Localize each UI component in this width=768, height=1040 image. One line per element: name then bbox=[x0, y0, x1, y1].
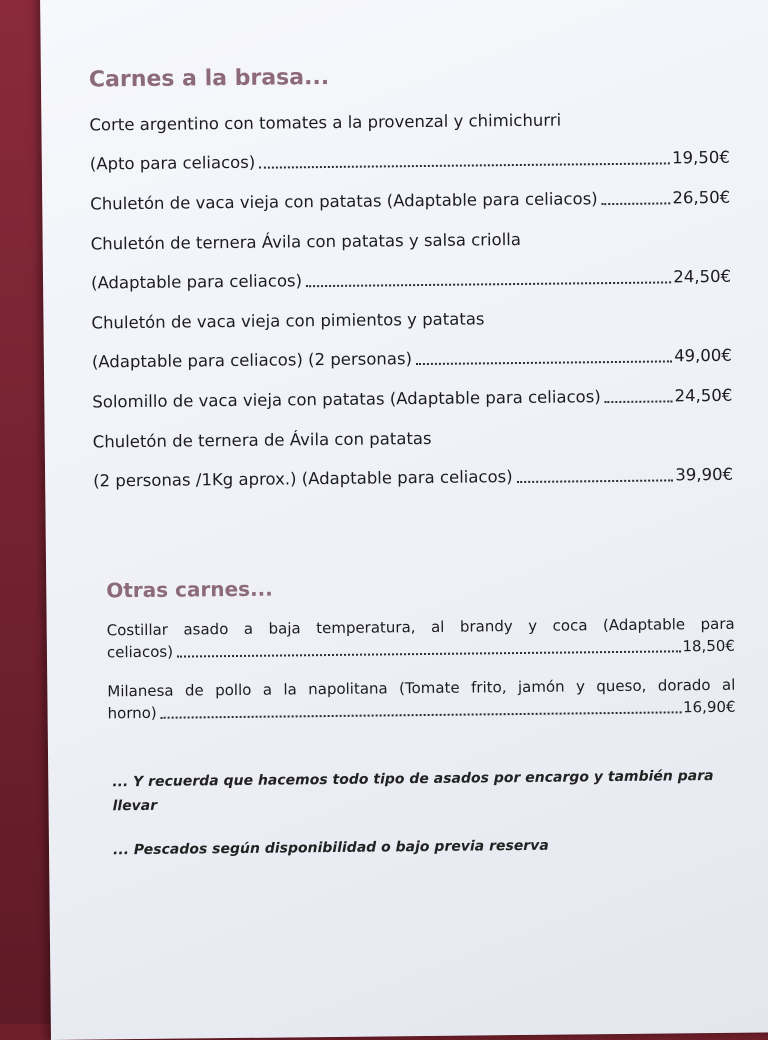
menu-item bbox=[89, 108, 730, 176]
item-line bbox=[93, 425, 733, 454]
leader-dots bbox=[306, 281, 671, 287]
item-price: 49,00€ bbox=[674, 345, 732, 366]
item-note: (2 personas /1Kg aprox.) (Adaptable para celiacos) bbox=[93, 467, 513, 491]
item-line bbox=[91, 227, 731, 256]
item-line bbox=[91, 306, 731, 335]
section-otras-carnes bbox=[94, 572, 735, 725]
menu-notes bbox=[112, 764, 737, 863]
menu-item bbox=[91, 306, 732, 374]
item-line bbox=[92, 345, 732, 374]
item-line bbox=[90, 187, 730, 216]
item-name: Chuletón de ternera de Ávila con patatas bbox=[92, 428, 432, 452]
section-title-otras-carnes: Otras carnes... bbox=[106, 576, 273, 603]
leader-dots bbox=[161, 711, 681, 718]
item-line bbox=[93, 464, 733, 493]
leader-dots bbox=[517, 479, 674, 483]
item-name: Chuletón de ternera Ávila con patatas y salsa criolla bbox=[90, 229, 522, 254]
item-price: 18,50€ bbox=[682, 636, 735, 656]
item-note: (Adaptable para celiacos) (2 personas) bbox=[91, 349, 413, 372]
menu-item bbox=[107, 614, 735, 664]
item-price: 26,50€ bbox=[672, 187, 731, 208]
item-line bbox=[91, 266, 731, 295]
item-note: (Adaptable para celiacos) bbox=[90, 271, 303, 293]
note-asados: ... Y recuerda que hacemos todo tipo de asados por encargo y también para llevar bbox=[112, 767, 714, 815]
menu-item bbox=[93, 425, 734, 493]
leader-dots bbox=[605, 400, 673, 403]
item-name: Corte argentino con tomates a la provenzal y chimichurri bbox=[89, 110, 562, 135]
menu-item bbox=[107, 675, 735, 725]
menu-paper bbox=[40, 0, 768, 1040]
menu-content bbox=[89, 61, 737, 883]
section-title-carnes-brasa: Carnes a la brasa... bbox=[88, 64, 330, 93]
item-price: 19,50€ bbox=[671, 147, 730, 168]
item-name-cont: celiacos) bbox=[106, 642, 174, 662]
item-name: Solomillo de vaca vieja con patatas (Adaptable para celiacos) bbox=[92, 387, 601, 412]
item-price: 24,50€ bbox=[674, 385, 733, 406]
item-line bbox=[89, 108, 729, 137]
leader-dots bbox=[177, 650, 680, 657]
leader-dots bbox=[416, 360, 672, 365]
item-name-cont: horno) bbox=[107, 703, 157, 723]
leader-dots bbox=[602, 202, 671, 205]
item-name: Costillar asado a baja temperatura, al brandy y coca (Adaptable para bbox=[106, 614, 735, 640]
item-note: (Apto para celiacos) bbox=[89, 152, 256, 174]
menu-item bbox=[90, 187, 730, 216]
item-price: 16,90€ bbox=[682, 697, 736, 717]
item-price: 39,90€ bbox=[675, 464, 734, 485]
item-name: Milanesa de pollo a la napolitana (Tomate frito, jamón y queso, dorado al bbox=[107, 675, 736, 701]
menu-item bbox=[91, 227, 732, 295]
item-name: Chuletón de vaca vieja con pimientos y patatas bbox=[91, 309, 485, 333]
note-pescados: ... Pescados según disponibilidad o bajo previa reserva bbox=[112, 837, 549, 859]
item-line bbox=[90, 147, 730, 176]
item-price: 24,50€ bbox=[673, 266, 732, 287]
menu-item bbox=[92, 385, 732, 414]
leader-dots bbox=[259, 162, 670, 168]
item-line bbox=[92, 385, 732, 414]
item-name: Chuletón de vaca vieja con patatas (Adaptable para celiacos) bbox=[90, 189, 598, 214]
